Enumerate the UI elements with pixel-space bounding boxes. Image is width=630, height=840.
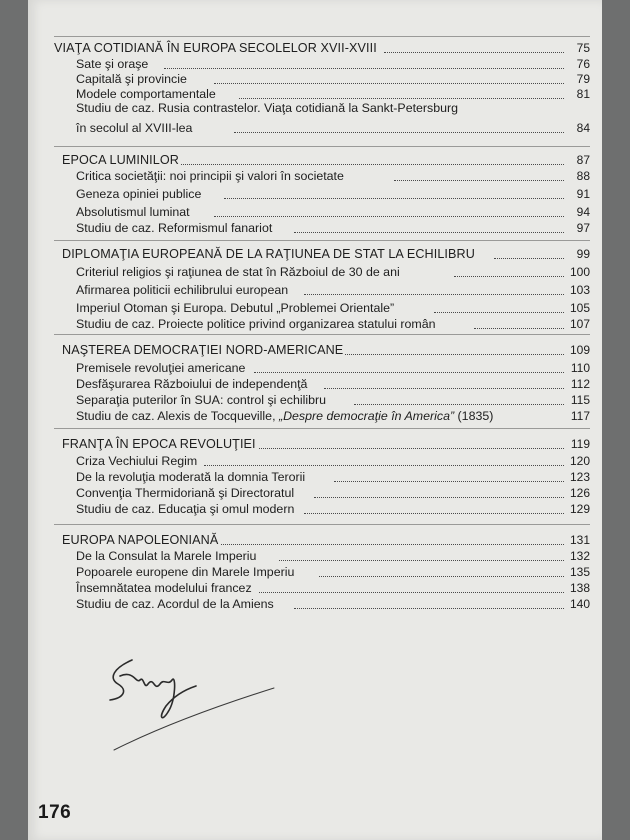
section-title: NAŞTEREA DEMOCRAŢIEI NORD-AMERICANE bbox=[62, 343, 344, 357]
toc-entry bbox=[54, 205, 590, 219]
toc-section bbox=[54, 524, 590, 621]
entry-title: Convenţia Thermidoriană şi Directoratul bbox=[76, 486, 295, 500]
section-title: FRANŢA ÎN EPOCA REVOLUŢIEI bbox=[62, 437, 256, 451]
toc-entry bbox=[54, 565, 590, 579]
toc-entry bbox=[54, 549, 590, 563]
entry-title: Geneza opiniei publice bbox=[76, 187, 202, 201]
leader-dots bbox=[454, 276, 564, 277]
entry-title: Afirmarea politicii echilibrului european bbox=[76, 283, 289, 297]
toc-entry bbox=[54, 121, 590, 135]
toc-entry bbox=[54, 265, 590, 279]
entry-title: Critica societăţii: noi principii şi valori în societate bbox=[76, 169, 344, 183]
entry-title: Imperiul Otoman şi Europa. Debutul „Problemei Orientale” bbox=[76, 301, 395, 315]
leader-dots bbox=[259, 592, 564, 593]
toc-entry bbox=[54, 361, 590, 375]
leader-dots bbox=[319, 576, 564, 577]
leader-dots bbox=[214, 83, 564, 84]
page-ref: 132 bbox=[569, 549, 590, 563]
leader-dots bbox=[294, 232, 564, 233]
leader-dots bbox=[254, 448, 564, 449]
toc-section-heading bbox=[54, 41, 590, 55]
page-ref: 99 bbox=[576, 247, 590, 261]
toc-entry bbox=[54, 502, 590, 516]
toc-section bbox=[54, 334, 590, 427]
entry-title: Popoarele europene din Marele Imperiu bbox=[76, 565, 295, 579]
toc-section-heading bbox=[54, 247, 590, 261]
leader-dots bbox=[239, 98, 564, 99]
page-ref: 138 bbox=[569, 581, 590, 595]
section-title: VIAŢA COTIDIANĂ ÎN EUROPA SECOLELOR XVII-XVIII bbox=[54, 41, 377, 55]
page-ref: 115 bbox=[570, 393, 590, 407]
leader-dots bbox=[474, 328, 564, 329]
page-ref: 87 bbox=[576, 153, 590, 167]
section-title: EUROPA NAPOLEONIANĂ bbox=[62, 533, 219, 547]
page-ref: 94 bbox=[576, 205, 590, 219]
leader-dots bbox=[314, 497, 564, 498]
entry-title: Criza Vechiului Regim bbox=[76, 454, 198, 468]
entry-title: Studiu de caz. Educaţia şi omul modern bbox=[76, 502, 295, 516]
entry-title: Însemnătatea modelului francez bbox=[76, 581, 252, 595]
page-ref: 107 bbox=[569, 317, 590, 331]
leader-dots bbox=[164, 68, 564, 69]
leader-dots bbox=[254, 372, 564, 373]
entry-title: Capitală şi provincie bbox=[76, 72, 187, 86]
entry-title: Studiu de caz. Acordul de la Amiens bbox=[76, 597, 274, 611]
leader-dots bbox=[339, 354, 564, 355]
leader-dots bbox=[494, 258, 564, 259]
toc-entry bbox=[54, 87, 590, 101]
page-ref: 131 bbox=[569, 533, 590, 547]
page-ref: 109 bbox=[569, 343, 590, 357]
section-title: EPOCA LUMINILOR bbox=[62, 153, 179, 167]
toc-entry bbox=[54, 393, 590, 407]
entry-title: în secolul al XVIII-lea bbox=[76, 121, 193, 135]
entry-title: Desfăşurarea Războiului de independenţă bbox=[76, 377, 308, 391]
page-ref: 129 bbox=[569, 502, 590, 516]
toc-entry bbox=[54, 409, 590, 423]
leader-dots bbox=[384, 52, 564, 53]
toc-entry bbox=[54, 221, 590, 235]
page-ref: 97 bbox=[576, 221, 590, 235]
toc-section-heading bbox=[54, 153, 590, 167]
page-ref: 79 bbox=[576, 72, 590, 86]
toc-entry bbox=[54, 301, 590, 315]
entry-title: Modele comportamentale bbox=[76, 87, 216, 101]
toc-entry bbox=[54, 597, 590, 611]
leader-dots bbox=[304, 513, 564, 514]
toc-entry bbox=[54, 283, 590, 297]
leader-dots bbox=[204, 465, 564, 466]
page-ref: 91 bbox=[576, 187, 590, 201]
toc-entry bbox=[54, 470, 590, 484]
toc-entry bbox=[54, 317, 590, 331]
entry-title: Studiu de caz. Alexis de Tocqueville, „Despre democraţie în America” (1835) bbox=[76, 409, 494, 423]
toc-section-heading bbox=[54, 437, 590, 451]
toc-entry bbox=[54, 101, 590, 115]
leader-dots bbox=[214, 216, 564, 217]
page-ref: 119 bbox=[570, 437, 590, 451]
handwritten-signature bbox=[84, 640, 284, 770]
page-ref: 84 bbox=[576, 121, 590, 135]
page-ref: 110 bbox=[570, 361, 590, 375]
entry-title: Studiu de caz. Reformismul fanariot bbox=[76, 221, 273, 235]
page-ref: 81 bbox=[576, 87, 590, 101]
page-ref: 100 bbox=[569, 265, 590, 279]
page-ref: 112 bbox=[570, 377, 590, 391]
toc-section bbox=[54, 146, 590, 239]
leader-dots bbox=[279, 560, 564, 561]
entry-title: Criteriul religios şi raţiunea de stat în Războiul de 30 de ani bbox=[76, 265, 400, 279]
page-ref: 140 bbox=[569, 597, 590, 611]
leader-dots bbox=[434, 312, 564, 313]
page-ref: 75 bbox=[576, 41, 590, 55]
leader-dots bbox=[294, 608, 564, 609]
entry-title: De la Consulat la Marele Imperiu bbox=[76, 549, 257, 563]
leader-dots bbox=[219, 544, 564, 545]
entry-title: Premisele revoluţiei americane bbox=[76, 361, 246, 375]
entry-title: De la revoluţia moderată la domnia Terorii bbox=[76, 470, 306, 484]
page-ref: 120 bbox=[569, 454, 590, 468]
toc-section bbox=[54, 240, 590, 333]
page-ref: 103 bbox=[569, 283, 590, 297]
toc-entry bbox=[54, 72, 590, 86]
toc-entry bbox=[54, 454, 590, 468]
toc-entry bbox=[54, 581, 590, 595]
toc-entry bbox=[54, 169, 590, 183]
entry-title: Studiu de caz. Rusia contrastelor. Viaţa cotidiană la Sankt-Petersburg bbox=[76, 101, 459, 115]
page-ref: 126 bbox=[569, 486, 590, 500]
section-title: DIPLOMAŢIA EUROPEANĂ DE LA RAŢIUNEA DE STAT LA ECHILIBRU bbox=[62, 247, 475, 261]
entry-title: Separaţia puterilor în SUA: control şi echilibru bbox=[76, 393, 326, 407]
leader-dots bbox=[224, 198, 564, 199]
toc-entry bbox=[54, 187, 590, 201]
toc-section-heading bbox=[54, 533, 590, 547]
page-number: 176 bbox=[38, 802, 72, 823]
page-ref: 76 bbox=[576, 57, 590, 71]
leader-dots bbox=[324, 388, 564, 389]
page-ref: 117 bbox=[570, 409, 590, 423]
toc-entry bbox=[54, 486, 590, 500]
toc-entry bbox=[54, 377, 590, 391]
toc-section-heading bbox=[54, 343, 590, 357]
leader-dots bbox=[334, 481, 564, 482]
toc-entry bbox=[54, 57, 590, 71]
entry-title: Absolutismul luminat bbox=[76, 205, 190, 219]
toc-section bbox=[54, 36, 590, 147]
leader-dots bbox=[234, 132, 564, 133]
page-ref: 135 bbox=[569, 565, 590, 579]
page-ref: 123 bbox=[569, 470, 590, 484]
leader-dots bbox=[354, 404, 564, 405]
leader-dots bbox=[394, 180, 564, 181]
entry-title: Sate şi oraşe bbox=[76, 57, 149, 71]
entry-title: Studiu de caz. Proiecte politice privind organizarea statului român bbox=[76, 317, 436, 331]
leader-dots bbox=[174, 164, 564, 165]
toc-section bbox=[54, 428, 590, 521]
page-ref: 88 bbox=[576, 169, 590, 183]
page-ref: 105 bbox=[569, 301, 590, 315]
book-page bbox=[28, 0, 602, 840]
leader-dots bbox=[304, 294, 564, 295]
book-title-italic: „Despre democraţie în America” bbox=[278, 409, 455, 423]
